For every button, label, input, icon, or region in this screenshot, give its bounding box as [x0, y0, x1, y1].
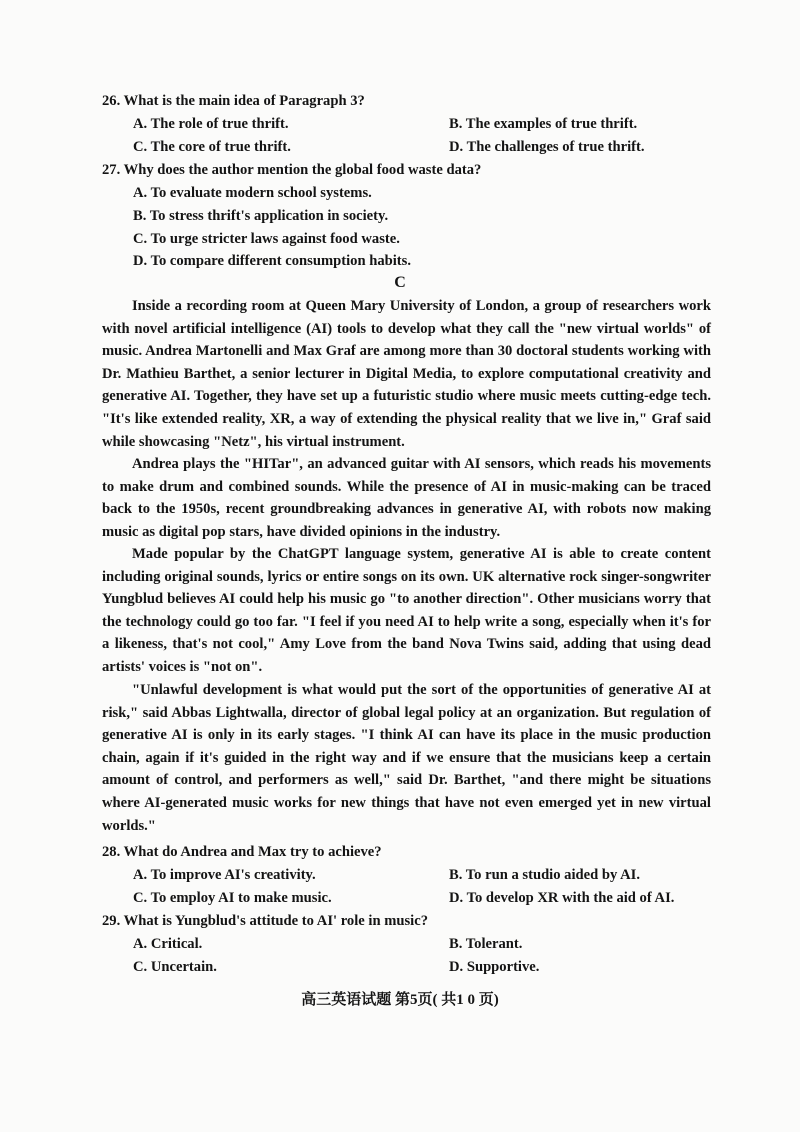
- q28-option-a: A. To improve AI's creativity.: [133, 867, 316, 883]
- q27-option-d: D. To compare different consumption habits.: [133, 253, 411, 269]
- q27-option-c: C. To urge stricter laws against food waste.: [133, 231, 400, 247]
- q29-option-c: C. Uncertain.: [133, 959, 217, 975]
- q29-option-d: D. Supportive.: [449, 959, 540, 975]
- q28-option-c: C. To employ AI to make music.: [133, 890, 332, 906]
- question-27-stem: 27. Why does the author mention the global food waste data?: [102, 162, 482, 178]
- q28-option-d: D. To develop XR with the aid of AI.: [449, 890, 675, 906]
- question-29-stem: 29. What is Yungblud's attitude to AI' role in music?: [102, 913, 428, 929]
- passage-paragraph-3: Made popular by the ChatGPT language system, generative AI is able to create content including original sounds, lyrics or entire songs on its own. UK alternative rock singer-songwriter Yungblud believes AI could help his music go "to another direction". Other musicians worry that the technology could go too far. "I feel if you need AI to help write a song, especially when it's for a likeness, that's not cool," Amy Love from the band Nova Twins said, adding that using dead artists' voices is "not on".: [102, 546, 711, 675]
- q26-option-a: A. The role of true thrift.: [133, 116, 289, 132]
- q27-option-b: B. To stress thrift's application in society.: [133, 208, 389, 224]
- passage-paragraph-2: Andrea plays the "HITar", an advanced guitar with AI sensors, which reads his movements to make drum and combined sounds. While the presence of AI in music-making can be traced back to the 1950s, recent groundbreaking advances in generative AI, with robots now making music as digital pop stars, have divided opinions in the industry.: [102, 456, 711, 540]
- q26-option-d: D. The challenges of true thrift.: [449, 139, 645, 155]
- section-heading: C: [394, 274, 406, 291]
- q29-option-a: A. Critical.: [133, 936, 203, 952]
- passage-paragraph-4: "Unlawful development is what would put the sort of the opportunities of generative AI at risk," said Abbas Lightwalla, director of global legal policy at an organization. But regulation of generative AI is only in its early stages. "I think AI can have its place in the music production chain, again if it's guided in the right way and if we ensure that the musicians keep a certain amount of control, and performers as well," said Dr. Barthet, "and there might be situations where AI-generated music works for new things that have not even emerged yet in new virtual worlds.": [102, 682, 711, 834]
- question-28-stem: 28. What do Andrea and Max try to achieve?: [102, 844, 382, 860]
- q26-option-b: B. The examples of true thrift.: [449, 116, 638, 132]
- page-footer: 高三英语试题 第5页( 共1 0 页): [301, 992, 499, 1008]
- question-26-stem: 26. What is the main idea of Paragraph 3?: [102, 93, 365, 109]
- q29-option-b: B. Tolerant.: [449, 936, 523, 952]
- q26-option-c: C. The core of true thrift.: [133, 139, 291, 155]
- q27-option-a: A. To evaluate modern school systems.: [133, 185, 372, 201]
- q28-option-b: B. To run a studio aided by AI.: [449, 867, 641, 883]
- passage-paragraph-1: Inside a recording room at Queen Mary University of London, a group of researchers work with novel artificial intelligence (AI) tools to develop what they call the "new virtual worlds" of music. Andrea Martonelli and Max Graf are among more than 30 doctoral students working with Dr. Mathieu Barthet, a senior lecturer in Digital Media, to explore computational creativity and generative AI. Together, they have set up a futuristic studio where music meets cutting-edge tech. "It's like extended reality, XR, a way of extending the physical reality that we live in," Graf said while showcasing "Netz", his virtual instrument.: [102, 298, 711, 450]
